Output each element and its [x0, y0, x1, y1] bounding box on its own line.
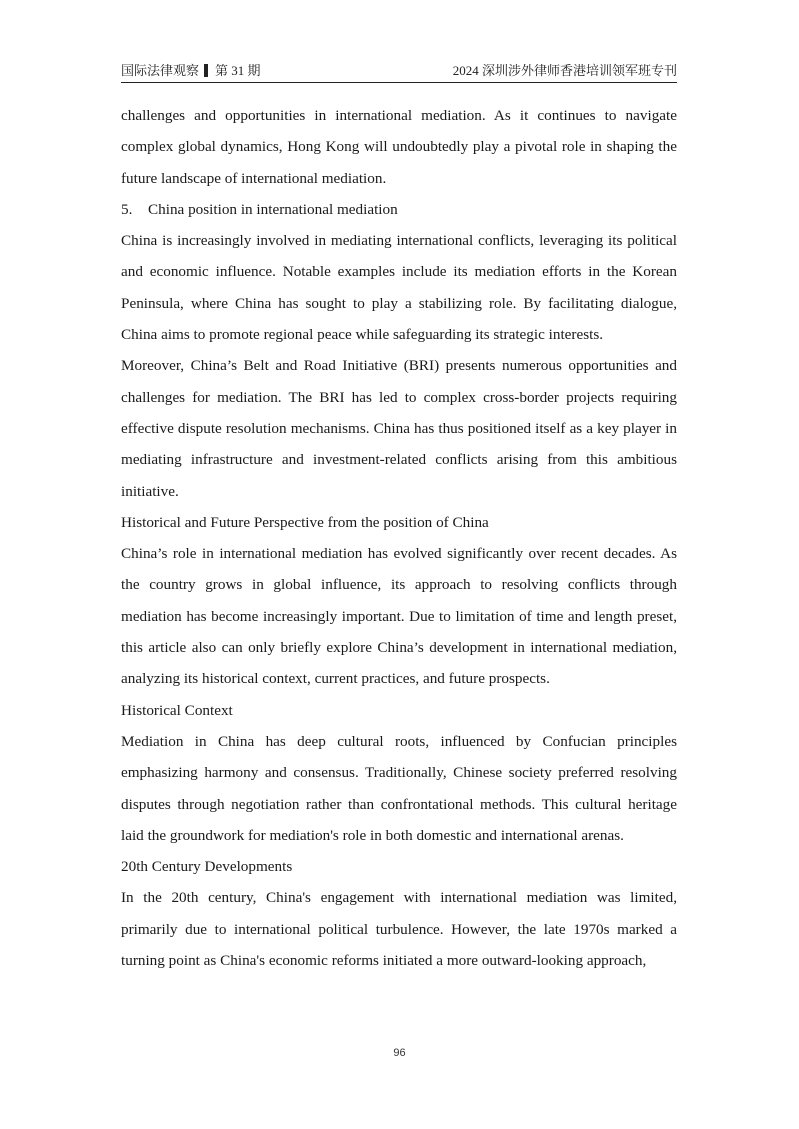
- header-left: [121, 60, 261, 79]
- separator-bar: [204, 64, 208, 77]
- section-heading: [121, 194, 677, 225]
- running-header: [121, 58, 677, 80]
- issue-number: 第 31 期: [215, 63, 261, 78]
- paragraph: challenges and opportunities in international mediation. As it continues to navigate complex global dynamics, Hong Kong will undoubtedly play a pivotal role in shaping the future landscape of international mediation.: [121, 107, 677, 187]
- paragraph: Mediation in China has deep cultural roots, influenced by Confucian principles emphasizing harmony and consensus. Traditionally, Chinese society preferred resolving disputes through negotiation rather than confrontational methods. This cultural heritage laid the groundwork for mediation's role in both domestic and international arenas.: [121, 732, 677, 844]
- subheading: Historical and Future Perspective from the position of China: [121, 513, 489, 531]
- special-issue-title: 2024 深圳涉外律师香港培训领军班专刊: [452, 63, 677, 78]
- subheading: Historical Context: [121, 701, 233, 719]
- paragraph: China’s role in international mediation has evolved significantly over recent decades. As the country grows in global influence, its approach to resolving conflicts through mediation has become increasingly important. Due to limitation of time and length preset, this article also can only briefly explore China’s development in international mediation, analyzing its historical context, current practices, and future prospects.: [121, 545, 677, 688]
- article-body: [121, 100, 677, 976]
- paragraph: China is increasingly involved in mediating international conflicts, leveraging its political and economic influence. Notable examples include its mediation efforts in the Korean Peninsula, where China has sought to play a stabilizing role. By facilitating dialogue, China aims to promote regional peace while safeguarding its strategic interests.: [121, 232, 677, 344]
- section-number: 5.: [121, 200, 133, 218]
- page-number: 96: [393, 1047, 406, 1059]
- journal-name: 国际法律观察: [121, 63, 200, 78]
- paragraph: In the 20th century, China's engagement with international mediation was limited, primarily due to international political turbulence. However, the late 1970s marked a turning point as China's economic reforms initiated a more outward-looking approach,: [121, 889, 677, 970]
- subheading: 20th Century Developments: [121, 858, 293, 876]
- paragraph: Moreover, China’s Belt and Road Initiative (BRI) presents numerous opportunities and challenges for mediation. The BRI has led to complex cross-border projects requiring effective dispute resolution mechanisms. China has thus positioned itself as a key player in mediating infrastructure and investment-related conflicts arising from this ambitious initiative.: [121, 357, 677, 500]
- section-title: China position in international mediation: [148, 200, 398, 218]
- header-rule: [121, 82, 677, 83]
